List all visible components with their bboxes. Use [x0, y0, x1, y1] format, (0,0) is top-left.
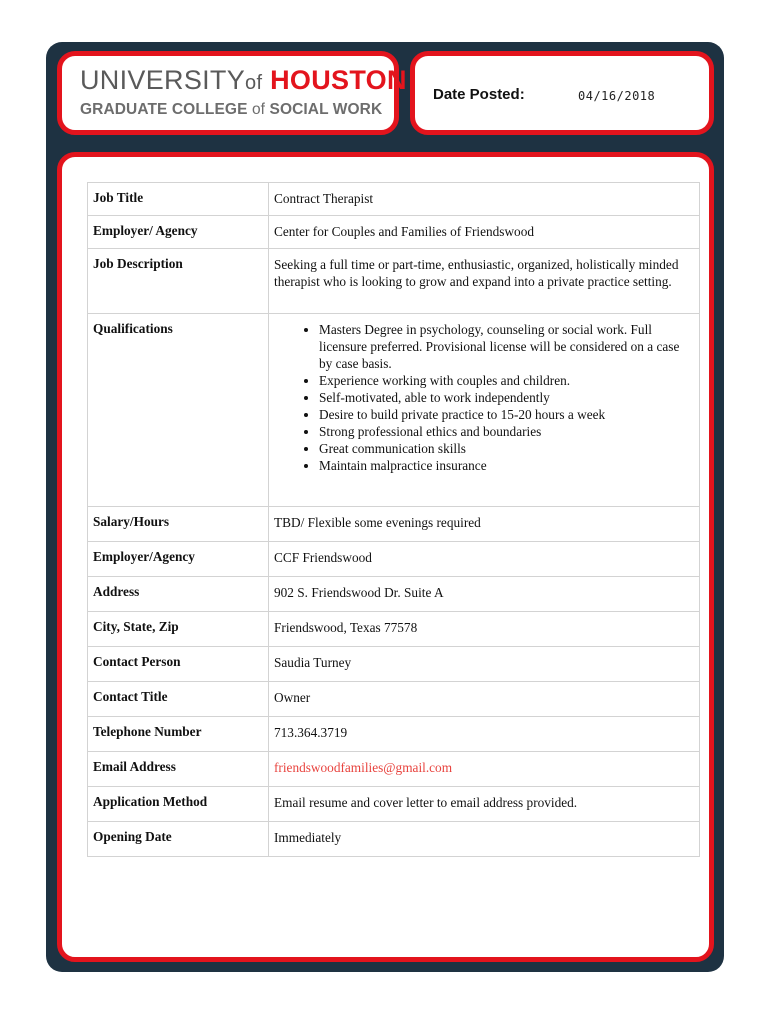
qualifications-value [269, 314, 700, 507]
email-label: Email Address [88, 752, 269, 787]
table-row [88, 216, 700, 249]
contact-person-label: Contact Person [88, 647, 269, 682]
contact-person-value: Saudia Turney [269, 647, 700, 682]
address-label: Address [88, 577, 269, 612]
table-row [88, 507, 700, 542]
application-method-label: Application Method [88, 787, 269, 822]
table-row [88, 752, 700, 787]
salary-value: TBD/ Flexible some evenings required [269, 507, 700, 542]
city-state-zip-value: Friendswood, Texas 77578 [269, 612, 700, 647]
table-row [88, 577, 700, 612]
list-item: • Strong professional ethics and boundaries [319, 423, 694, 440]
employer-value: Center for Couples and Families of Friendswood [269, 216, 700, 249]
telephone-label: Telephone Number [88, 717, 269, 752]
date-posted-value: 04/16/2018 [578, 89, 656, 103]
address-value: 902 S. Friendswood Dr. Suite A [269, 577, 700, 612]
logo-university-name: UNIVERSITYof HOUSTON [80, 65, 407, 95]
opening-date-value: Immediately [269, 822, 700, 857]
contact-title-label: Contact Title [88, 682, 269, 717]
list-item: • Masters Degree in psychology, counseling or social work. Full licensure preferred. Provisional license will be considered on a case by case basis. [319, 321, 694, 372]
city-state-zip-label: City, State, Zip [88, 612, 269, 647]
list-item: • Maintain malpractice insurance [319, 457, 694, 474]
qualifications-list [274, 321, 694, 474]
job-title-value: Contract Therapist [269, 183, 700, 216]
email-value [269, 752, 700, 787]
employer2-label: Employer/Agency [88, 542, 269, 577]
employer-label: Employer/ Agency [88, 216, 269, 249]
table-row [88, 314, 700, 507]
university-logo [57, 51, 407, 135]
table-row [88, 717, 700, 752]
list-item: • Experience working with couples and children. [319, 372, 694, 389]
table-row [88, 249, 700, 314]
date-posted-box [410, 51, 714, 135]
job-title-label: Job Title [88, 183, 269, 216]
qualifications-label: Qualifications [88, 314, 269, 507]
table-row [88, 682, 700, 717]
contact-title-value: Owner [269, 682, 700, 717]
list-item: • Great communication skills [319, 440, 694, 457]
table-row [88, 612, 700, 647]
email-link[interactable]: friendswoodfamilies@gmail.com [274, 760, 453, 775]
job-description-value: Seeking a full time or part-time, enthusiastic, organized, holistically minded therapist who is looking to grow and expand into a private practice setting. [269, 249, 700, 314]
table-row [88, 183, 700, 216]
opening-date-label: Opening Date [88, 822, 269, 857]
employer2-value: CCF Friendswood [269, 542, 700, 577]
application-method-value: Email resume and cover letter to email address provided. [269, 787, 700, 822]
telephone-value: 713.364.3719 [269, 717, 700, 752]
table-row [88, 822, 700, 857]
list-item: • Desire to build private practice to 15-20 hours a week [319, 406, 694, 423]
date-posted-label: Date Posted: [433, 86, 525, 103]
table-row [88, 787, 700, 822]
table-row [88, 542, 700, 577]
list-item: • Self-motivated, able to work independently [319, 389, 694, 406]
logo-college-name: GRADUATE COLLEGE of SOCIAL WORK [80, 101, 383, 118]
salary-label: Salary/Hours [88, 507, 269, 542]
job-details-table [87, 182, 700, 857]
table-row [88, 647, 700, 682]
job-description-label: Job Description [88, 249, 269, 314]
